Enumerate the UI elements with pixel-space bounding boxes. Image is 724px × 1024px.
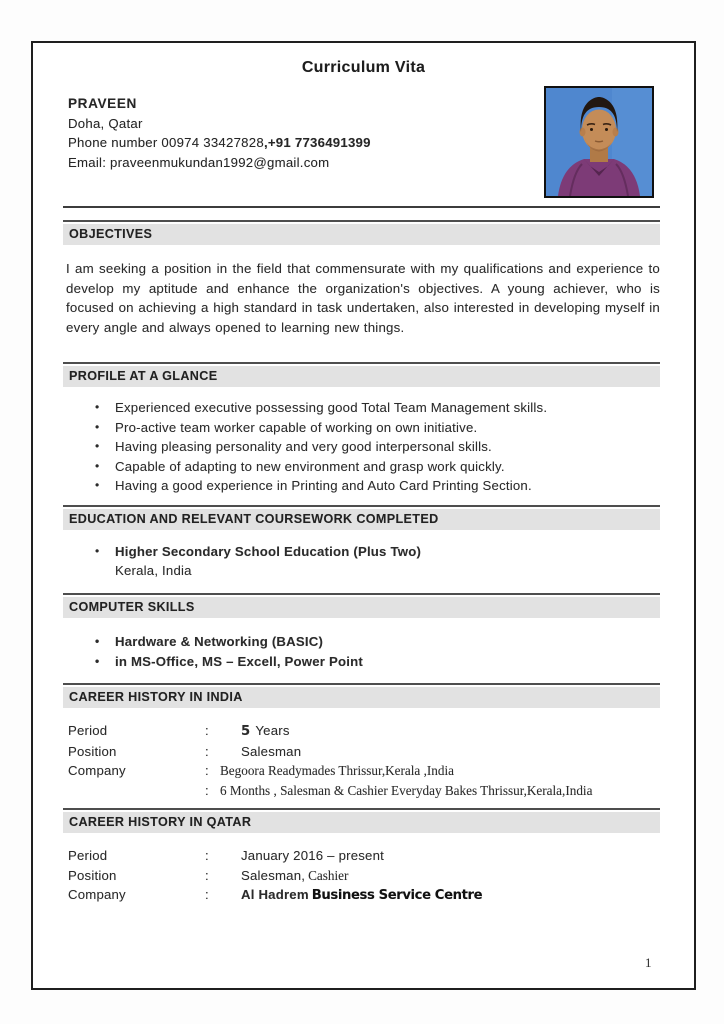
colon-separator: :: [205, 723, 209, 738]
section-heading: OBJECTIVES: [63, 224, 660, 245]
position-secondary: Cashier: [308, 867, 349, 883]
objectives-text: I am seeking a position in the field that commensurate with my qualifications and experience to develop my aptitude and enhance the organization's objectives. A young achiever, who is focused on achieving a high standard in task undertaken, also interested in developing myself in every angle and always opened to learning new things.: [66, 261, 660, 335]
colon-separator: :: [205, 867, 209, 883]
bullet-icon: •: [95, 653, 100, 668]
bullet-icon: •: [95, 478, 100, 493]
portrait-illustration: [546, 88, 652, 196]
career-qatar-table: [68, 846, 660, 906]
row-value: Salesman, Cashier: [241, 867, 349, 883]
colon-separator: :: [205, 848, 209, 863]
row-value: 6 Months , Salesman & Cashier Everyday Bakes Thrissur,Kerala,India: [220, 782, 593, 798]
bullet-icon: •: [95, 634, 100, 648]
section-divider: [63, 505, 660, 507]
resume-page: [31, 41, 696, 990]
section-divider: [63, 362, 660, 364]
row-label: [68, 781, 205, 801]
section-heading: CAREER HISTORY IN INDIA: [63, 687, 660, 708]
section-heading: COMPUTER SKILLS: [63, 597, 660, 618]
bullet-icon: •: [95, 400, 100, 414]
bullet-icon: •: [95, 419, 100, 434]
candidate-location: Doha, Qatar: [68, 115, 143, 131]
table-row: [68, 721, 660, 742]
bullet-icon: •: [95, 439, 100, 454]
degree-location: Kerala, India: [115, 563, 192, 578]
document-title: Curriculum Vita: [301, 59, 426, 76]
row-label: Company: [68, 763, 126, 779]
career-india-table: [68, 721, 660, 800]
section-header-profile: [63, 362, 660, 387]
row-label: Position: [68, 867, 117, 883]
computer-skills-list: [63, 632, 660, 671]
row-label: Company: [68, 887, 126, 903]
colon-separator: :: [205, 887, 209, 903]
list-item: • Having pleasing personality and very good interpersonal skills.: [63, 437, 660, 457]
row-label: Period: [68, 848, 108, 863]
colon-separator: :: [205, 763, 209, 779]
years-count: 5: [241, 724, 251, 739]
table-row: [68, 761, 660, 781]
phone-alt-number: ,+91 7736491399: [263, 135, 371, 151]
company-name: Al Hadrem: [241, 887, 309, 903]
list-item: • Having a good experience in Printing and Auto Card Printing Section.: [63, 476, 660, 496]
table-row: [68, 866, 660, 886]
row-value: Salesman: [241, 743, 302, 759]
section-divider: [63, 808, 660, 810]
degree-title: Higher Secondary School Education (Plus Two): [115, 544, 422, 559]
bullet-icon: •: [95, 544, 100, 558]
education-list: [63, 542, 660, 562]
profile-bullet-list: [63, 398, 660, 496]
candidate-photo: [544, 86, 654, 198]
list-item: • Pro-active team worker capable of working on own initiative.: [63, 418, 660, 438]
section-heading: PROFILE AT A GLANCE: [63, 366, 660, 387]
list-item: • Experienced executive possessing good Total Team Management skills.: [63, 398, 660, 418]
row-value: Begoora Readymades Thrissur,Kerala ,India: [220, 763, 454, 779]
candidate-email: Email: praveenmukundan1992@gmail.com: [68, 154, 330, 170]
colon-separator: :: [205, 743, 209, 759]
row-label: Position: [68, 743, 117, 759]
section-heading: CAREER HISTORY IN QATAR: [63, 812, 660, 833]
table-row: [68, 885, 660, 906]
section-divider: [63, 220, 660, 222]
section-header-career-qatar: [63, 808, 660, 833]
row-value: January 2016 – present: [241, 848, 384, 863]
table-row: [68, 742, 660, 762]
bullet-icon: •: [95, 458, 100, 473]
list-item: • in MS-Office, MS – Excell, Power Point: [63, 652, 660, 672]
colon-separator: :: [205, 782, 209, 798]
row-value: [237, 885, 660, 906]
section-heading: EDUCATION AND RELEVANT COURSEWORK COMPLETED: [63, 509, 660, 530]
contact-block: [68, 94, 371, 172]
candidate-phone: Phone number 00974 33427828,+91 7736491399: [68, 135, 371, 151]
candidate-name: PRAVEEN: [68, 96, 137, 111]
section-divider: [63, 683, 660, 685]
section-header-career-india: [63, 683, 660, 708]
table-row: [68, 846, 660, 866]
section-header-computer-skills: [63, 593, 660, 618]
section-divider: [63, 593, 660, 595]
page-number: 1: [645, 955, 652, 970]
section-header-objectives: [63, 220, 660, 245]
education-location-wrap: [63, 561, 655, 581]
list-item: [63, 542, 660, 562]
row-value: 5 Years: [241, 723, 290, 739]
table-row: [68, 781, 660, 801]
list-item: • Hardware & Networking (BASIC): [63, 632, 660, 652]
list-item: • Capable of adapting to new environment and grasp work quickly.: [63, 457, 660, 477]
company-name-suffix: Business Service Centre: [311, 888, 483, 904]
header-divider: [63, 206, 660, 208]
row-label: Period: [68, 723, 108, 738]
section-header-education: [63, 505, 660, 530]
